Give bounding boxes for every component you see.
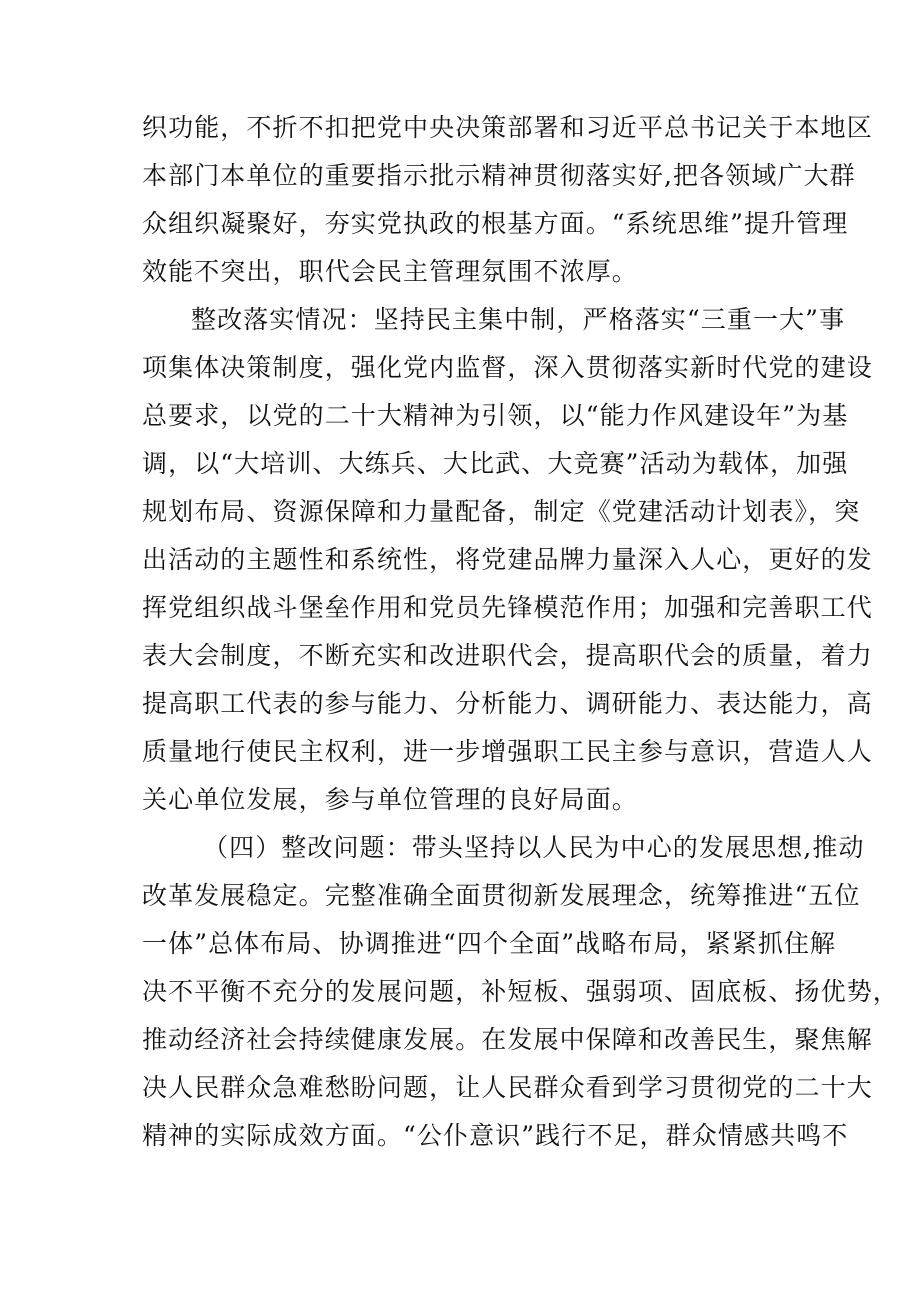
text-line: 提高职工代表的参与能力、分析能力、调研能力、表达能力，高	[142, 689, 873, 718]
text-line: 一体”总体布局、协调推进“四个全面”战略布局，紧紧抓住解	[142, 929, 837, 958]
text-line: 织功能，不折不扣把党中央决策部署和习近平总书记关于本地区	[142, 113, 873, 142]
text-line: 整改落实情况：坚持民主集中制，严格落实“三重一大”事	[191, 305, 846, 334]
text-line: 项集体决策制度，强化党内监督，深入贯彻落实新时代党的建设	[142, 353, 873, 382]
text-line: 挥党组织战斗堡垒作用和党员先锋模范作用；加强和完善职工代	[142, 593, 873, 622]
text-line: 总要求，以党的二十大精神为引领，以“能力作风建设年”为基	[142, 401, 849, 430]
text-line: 关心单位发展，参与单位管理的良好局面。	[142, 785, 638, 814]
text-line: 改革发展稳定。完整准确全面贯彻新发展理念，统筹推进“五位	[142, 881, 861, 910]
text-line: 精神的实际成效方面。“公仆意识”践行不足，群众情感共鸣不	[142, 1121, 849, 1150]
text-line: 效能不突出，职代会民主管理氛围不浓厚。	[142, 257, 638, 286]
text-line: 规划布局、资源保障和力量配备，制定《党建活动计划表》，突	[142, 497, 861, 526]
text-line: 表大会制度，不断充实和改进职代会，提高职代会的质量，着力	[142, 641, 873, 670]
text-line: 出活动的主题性和系统性，将党建品牌力量深入人心，更好的发	[142, 545, 873, 574]
section-heading-line: （四）整改问题：带头坚持以人民为中心的发展思想,推动	[203, 833, 865, 862]
text-line: 推动经济社会持续健康发展。在发展中保障和改善民生，聚焦解	[142, 1025, 873, 1054]
text-line: 决人民群众急难愁盼问题，让人民群众看到学习贯彻党的二十大	[142, 1073, 873, 1102]
text-line: 决不平衡不充分的发展问题，补短板、强弱项、固底板、扬优势，	[142, 977, 899, 1006]
text-line: 众组织凝聚好，夯实党执政的根基方面。“系统思维”提升管理	[142, 209, 849, 238]
text-line: 调，以“大培训、大练兵、大比武、大竞赛”活动为载体，加强	[142, 449, 849, 478]
text-line: 质量地行使民主权利，进一步增强职工民主参与意识，营造人人	[142, 737, 873, 766]
text-line: 本部门本单位的重要指示批示精神贯彻落实好,把各领域广大群	[142, 161, 856, 190]
